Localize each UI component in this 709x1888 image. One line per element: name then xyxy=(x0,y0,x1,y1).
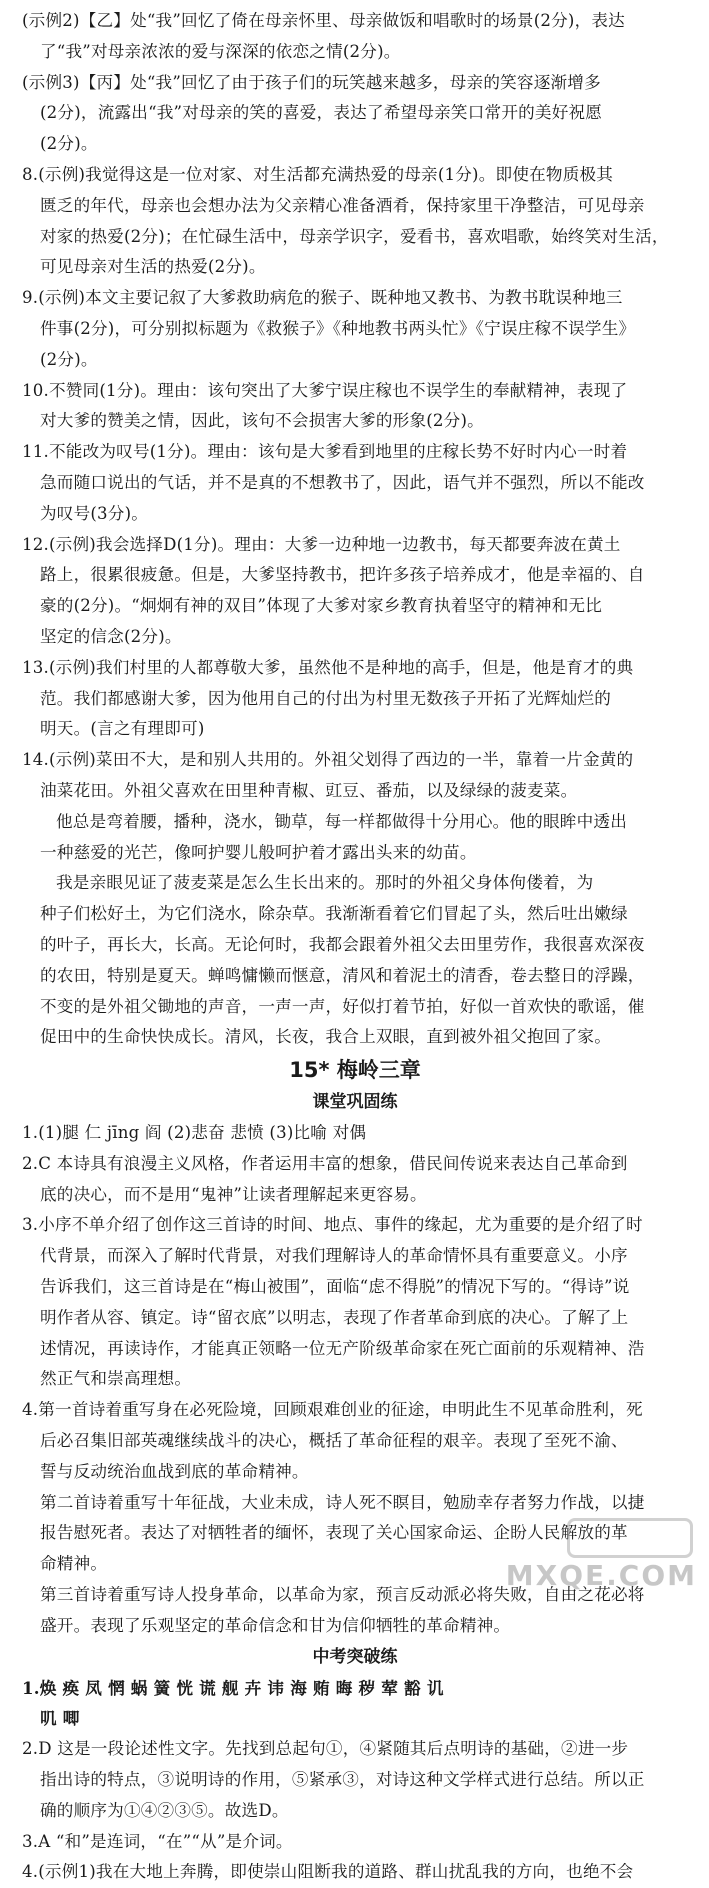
text-line: 12.(示例)我会选择D(1分)。理由：大爹一边种地一边教书，每天都要奔波在黄土 xyxy=(22,534,621,554)
text-line: 10.不赞同(1分)。理由：该句突出了大爹宁误庄稼也不误学生的奉献精神，表现了 xyxy=(22,380,628,400)
text-line: 明作者从容、镇定。诗“留衣底”以明志，表现了作者革命到底的决心。了解了上 xyxy=(40,1307,629,1327)
sub-title: 课堂巩固练 xyxy=(312,1092,398,1113)
answer-page xyxy=(22,6,688,1888)
text-line: 底的决心，而不是用“鬼神”让读者理解起来更容易。 xyxy=(40,1184,427,1204)
text-line: 了“我”对母亲浓浓的爱与深深的依恋之情(2分)。 xyxy=(40,41,401,61)
text-line: 范。我们都感谢大爹，因为他用自己的付出为村里无数孩子开拓了光辉灿烂的 xyxy=(40,688,611,708)
text-line: 后必召集旧部英魂继续战斗的决心，概括了革命征程的艰辛。表现了至死不渝、 xyxy=(40,1431,628,1451)
text-line: 指出诗的特点，③说明诗的作用，⑤紧承③，对诗这种文学样式进行总结。所以正 xyxy=(40,1770,645,1790)
text-line: 急而随口说出的气话，并不是真的不想教书了，因此，语气并不强烈，所以不能改 xyxy=(40,472,645,492)
text-line: 告诉我们，这三首诗是在“梅山被围”，面临“虑不得脱”的情况下写的。“得诗”说 xyxy=(40,1277,630,1297)
text-line: 件事(2分)，可分别拟标题为《救猴子》《种地教书两头忙》《宁误庄稼不误学生》 xyxy=(40,318,636,338)
text-line: 命精神。 xyxy=(40,1554,108,1574)
text-line: 我是亲眼见证了菠麦菜是怎么生长出来的。那时的外祖父身体佝偻着，为 xyxy=(56,873,594,893)
text-line: 盛开。表现了乐观坚定的革命信念和甘为信仰牺牲的革命精神。 xyxy=(40,1615,511,1635)
text-line: 第三首诗着重写诗人投身革命，以革命为家，预言反动派必将失败，自由之花必将 xyxy=(40,1585,645,1605)
text-line: 2.C 本诗具有浪漫主义风格，作者运用丰富的想象，借民间传说来表达自己革命到 xyxy=(22,1153,628,1173)
text-line: 代背景，而深入了解时代背景，对我们理解诗人的革命情怀具有重要意义。小序 xyxy=(40,1246,628,1266)
text-line: 确的顺序为①④②③⑤。故选D。 xyxy=(40,1800,289,1820)
watermark-logo xyxy=(567,1518,693,1558)
text-line: 的农田，特别是夏天。蝉鸣慵懒而惬意，清风和着泥土的清香，卷去整日的浮躁， xyxy=(40,965,645,985)
text-line: 路上，很累很疲惫。但是，大爹坚持教书，把许多孩子培养成才，他是幸福的、自 xyxy=(40,565,645,585)
text-line: 3.小序不单介绍了创作这三首诗的时间、地点、事件的缘起，尤为重要的是介绍了时 xyxy=(22,1215,643,1235)
text-line: (示例3)【丙】处“我”回忆了由于孩子们的玩笑越来越多，母亲的笑容逐渐增多 xyxy=(22,72,601,92)
text-line: (2分)。 xyxy=(40,349,98,369)
text-line: 4.第一首诗着重写身在必死险境，回顾艰难创业的征途，申明此生不见革命胜利，死 xyxy=(22,1400,643,1420)
text-line: 油菜花田。外祖父喜欢在田里种青椒、豇豆、番茄，以及绿绿的菠麦菜。 xyxy=(40,780,578,800)
text-line: 报告慰死者。表达了对牺牲者的缅怀，表现了关心国家命运、企盼人民解放的革 xyxy=(40,1523,628,1543)
text-line: 豪的(2分)。“炯炯有神的双目”体现了大爹对家乡教育执着坚守的精神和无比 xyxy=(40,596,603,616)
text-line: 述情况，再读诗作，才能真正领略一位无产阶级革命家在死亡面前的乐观精神、浩 xyxy=(40,1338,645,1358)
text-line: 3.A “和”是连词，“在”“从”是介词。 xyxy=(22,1831,293,1851)
text-line: 一种慈爱的光芒，像呵护婴儿般呵护着才露出头来的幼苗。 xyxy=(40,842,477,862)
text-line: 11.不能改为叹号(1分)。理由：该句是大爹看到地里的庄稼长势不好时内心一时着 xyxy=(22,442,628,462)
text-line: 种子们松好土，为它们浇水，除杂草。我渐渐看着它们冒起了头，然后吐出嫩绿 xyxy=(40,904,628,924)
text-line: 2.D 这是一段论述性文字。先找到总起句①，④紧随其后点明诗的基础，②进一步 xyxy=(22,1739,629,1759)
text-line: 对大爹的赞美之情，因此，该句不会损害大爹的形象(2分)。 xyxy=(40,411,484,431)
text-line: 4.(示例1)我在大地上奔腾，即使崇山阻断我的道路、群山扰乱我的方向，也绝不会 xyxy=(22,1862,634,1882)
text-line: 促田中的生命快快成长。清风，长夜，我合上双眼，直到被外祖父抱回了家。 xyxy=(40,1027,611,1047)
text-line: 为叹号(3分)。 xyxy=(40,503,149,523)
text-line: 匮乏的年代，母亲也会想办法为父亲精心准备酒肴，保持家里干净整洁，可见母亲 xyxy=(40,195,645,215)
text-line: 14.(示例)菜田不大，是和别人共用的。外祖父划得了西边的一半，靠着一片金黄的 xyxy=(22,750,634,770)
text-line: 8.(示例)我觉得这是一位对家、对生活都充满热爱的母亲(1分)。即使在物质极其 xyxy=(22,164,614,184)
text-line: 誓与反动统治血战到底的革命精神。 xyxy=(40,1461,309,1481)
text-line: (2分)，流露出“我”对母亲的笑的喜爱，表达了希望母亲笑口常开的美好祝愿 xyxy=(40,103,603,123)
text-line: 对家的热爱(2分)；在忙碌生活中，母亲学识字，爱看书，喜欢唱歌，始终笑对生活， xyxy=(40,226,669,246)
watermark-text: MXQE.COM xyxy=(505,1559,697,1592)
section-title: 15* 梅岭三章 xyxy=(289,1058,421,1083)
text-line: (2分)。 xyxy=(40,134,98,154)
text-line: 不变的是外祖父锄地的声音，一声一声，好似打着节拍，好似一首欢快的歌谣，催 xyxy=(40,996,645,1016)
text-line: (示例2)【乙】处“我”回忆了倚在母亲怀里、母亲做饭和唱歌时的场景(2分)，表达 xyxy=(22,11,625,30)
text-line: 他总是弯着腰，播种，浇水，锄草，每一样都做得十分用心。他的眼眸中透出 xyxy=(56,811,627,831)
text-line: 第二首诗着重写十年征战，大业未成，诗人死不瞑目，勉励幸存者努力作战，以捷 xyxy=(40,1492,645,1512)
text-line: 的叶子，再长大，长高。无论何时，我都会跟着外祖父去田里劳作，我很喜欢深夜 xyxy=(40,934,645,954)
text-line: 9.(示例)本文主要记叙了大爹救助病危的猴子、既种地又教书、为教书耽误种地三 xyxy=(22,288,623,308)
text-line: 明天。(言之有理即可) xyxy=(40,719,205,739)
text-line: 1.(1)腿 仁 jīng 阎 (2)悲奋 悲愤 (3)比喻 对偶 xyxy=(22,1123,367,1143)
text-line: 坚定的信念(2分)。 xyxy=(40,626,182,646)
text-line: 叽 唧 xyxy=(40,1708,80,1729)
text-line: 1.焕 痪 凤 惘 蜗 簧 恍 谎 舰 卉 讳 海 贿 晦 秽 荤 豁 讥 xyxy=(22,1677,444,1698)
sub-title: 中考突破练 xyxy=(312,1646,398,1667)
text-line: 然正气和崇高理想。 xyxy=(40,1369,192,1389)
text-line: 可见母亲对生活的热爱(2分)。 xyxy=(40,257,266,277)
text-line: 13.(示例)我们村里的人都尊敬大爹，虽然他不是种地的高手，但是，他是育才的典 xyxy=(22,657,634,677)
